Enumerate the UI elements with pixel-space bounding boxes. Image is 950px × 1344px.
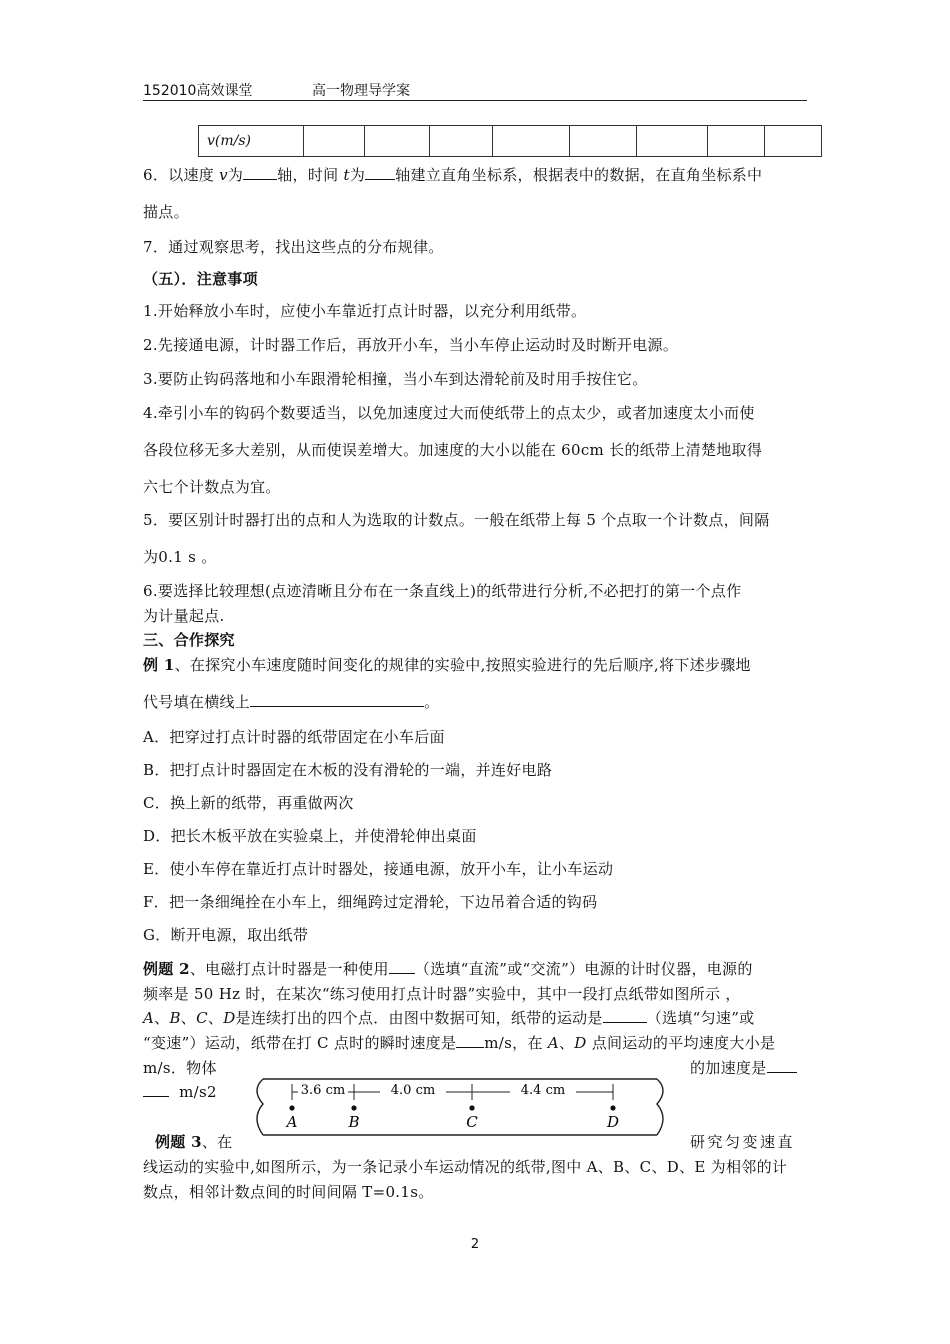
example-1-line1: 例 1、在探究小车速度随时间变化的规律的实验中,按照实验进行的先后顺序,将下述步骤地 [143,656,751,674]
velocity-table [198,125,822,157]
answer-blank[interactable] [143,1082,169,1097]
section-3-title: 三、合作探究 [143,631,235,649]
table-cell [304,126,365,157]
note-1: 1.开始释放小车时，应使小车靠近打点计时器，以充分利用纸带。 [143,302,587,320]
step-7: 7．通过观察思考，找出这些点的分布规律。 [143,238,444,256]
point-d [610,1105,615,1110]
example-2-line6: m/s2 [143,1082,217,1101]
table-cell [765,126,822,157]
segment-label-bc: 4.0 cm [390,1083,436,1098]
option-d: D．把长木板平放在实验桌上，并使滑轮伸出桌面 [143,827,477,845]
point-b [351,1105,356,1110]
point-label-c: C [466,1113,478,1131]
example-3-line1-right: 研究匀变速直 [690,1133,796,1151]
option-g: G．断开电源，取出纸带 [143,926,309,944]
example-2-line5-left: m/s．物体 [143,1059,217,1077]
option-e: E．使小车停在靠近打点计时器处，接通电源，放开小车，让小车运动 [143,860,614,878]
step-6-line2: 描点。 [143,203,189,221]
answer-blank[interactable] [603,1008,647,1023]
segment-label-ab: 3.6 cm [300,1083,346,1098]
tape-right-edge [657,1079,663,1135]
segment-label-cd: 4.4 cm [520,1083,566,1098]
example-3-line2: 线运动的实验中,如图所示，为一条记录小车运动情况的纸带,图中 A、B、C、D、E 为相邻的计 [143,1158,788,1176]
note-5-line2: 为0.1 s 。 [143,548,217,566]
note-6-line1: 6.要选择比较理想(点迹清晰且分布在一条直线上)的纸带进行分析,不必把打的第一个点作 [143,582,742,600]
note-4-line1: 4.牵引小车的钩码个数要适当，以免加速度过大而使纸带上的点太少，或者加速度太小而使 [143,404,755,422]
note-5-line1: 5．要区别计时器打出的点和人为选取的计数点。一般在纸带上每 5 个点取一个计数点，间隔 [143,511,770,529]
tape-left-edge [257,1079,263,1135]
table-cell [493,126,570,157]
example-3-line1-left: 例题 3、在 [155,1133,233,1151]
table-cell [430,126,493,157]
note-2: 2.先接通电源，计时器工作后，再放开小车，当小车停止运动时及时断开电源。 [143,336,679,354]
table-cell [637,126,708,157]
header-right: 高一物理导学案 [312,83,410,99]
option-a: A．把穿过打点计时器的纸带固定在小车后面 [143,728,445,746]
option-b: B．把打点计时器固定在木板的没有滑轮的一端，并连好电路 [143,761,553,779]
table-cell [365,126,430,157]
point-a [289,1105,294,1110]
table-cell [570,126,637,157]
page-header [143,80,807,101]
option-c: C．换上新的纸带，再重做两次 [143,794,354,812]
step-6-line1: 6．以速度 v为 轴，时间 t为 轴建立直角坐标系，根据表中的数据，在直角坐标系中 [143,166,763,184]
notes-title: （五）．注意事项 [143,270,258,288]
note-6-line2: 为计量起点. [143,607,225,625]
answer-blank[interactable] [456,1033,484,1048]
answer-blank[interactable] [243,165,277,180]
note-4-line3: 六七个计数点为宜。 [143,478,281,496]
example-1-line2: 代号填在横线上 。 [143,693,440,711]
table-cell [708,126,765,157]
point-c [469,1105,474,1110]
example-2-line4: “变速”）运动，纸带在打 C 点时的瞬时速度是 m/s，在 A、D 点间运动的平均速度大小是 [143,1034,776,1052]
answer-blank[interactable] [389,959,415,974]
note-3: 3.要防止钩码落地和小车跟滑轮相撞，当小车到达滑轮前及时用手按住它。 [143,370,648,388]
point-label-d: D [606,1113,620,1131]
point-label-a: A [286,1113,298,1131]
example-3-line3: 数点，相邻计数点间的时间间隔 T=0.1s。 [143,1183,434,1201]
table-row [199,126,822,157]
answer-blank[interactable] [365,165,395,180]
example-2-line1: 例题 2、电磁打点计时器是一种使用 （选填“直流”或“交流”）电源的计时仪器，电源的 [143,960,753,978]
answer-blank[interactable] [250,692,424,707]
example-2-line5-right: 的加速度是 [690,1057,797,1078]
option-f: F．把一条细绳拴在小车上，细绳跨过定滑轮，下边吊着合适的钩码 [143,893,598,911]
point-label-b: B [348,1113,360,1131]
example-2-line3: A、B、C、D是连续打出的四个点．由图中数据可知，纸带的运动是 （选填“匀速”或 [143,1009,755,1027]
example-2-line2: 频率是 50 Hz 时，在某次“练习使用打点计时器”实验中，其中一段打点纸带如图所示 ， [143,985,741,1003]
note-4-line2: 各段位移无多大差别，从而使误差增大。加速度的大小以能在 60cm 长的纸带上清楚地取得 [143,441,763,459]
page-number: 2 [470,1237,480,1252]
table-row-label: v(m/s) [199,126,304,157]
paper-tape-diagram [255,1078,670,1136]
header-left: 152010高效课堂 [143,83,253,99]
answer-blank[interactable] [767,1058,797,1073]
